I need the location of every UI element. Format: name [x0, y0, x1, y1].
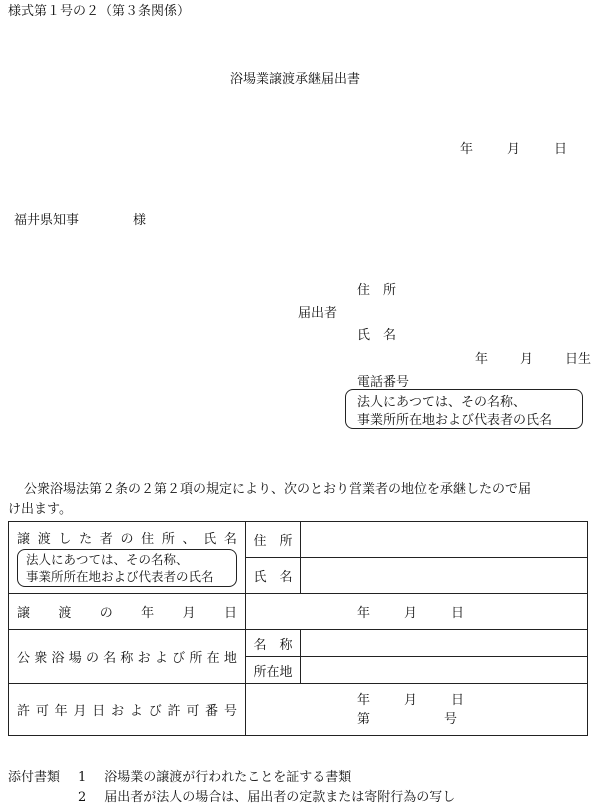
form-id: 様式第１号の２（第３条関係） — [8, 4, 191, 19]
bath-label-char: 名 — [103, 651, 117, 666]
transferor-label-char: 氏 — [203, 532, 217, 547]
bath-label-char: 場 — [68, 651, 82, 666]
transfer-year: 年 — [357, 606, 371, 621]
bath-label-char: 称 — [120, 651, 134, 666]
corp-note-line-2: 事業所所在地および代表者の氏名 — [357, 413, 553, 428]
applicant-phone-label: 電話番号 — [357, 375, 410, 390]
transferor-label-char: 住 — [141, 532, 155, 547]
transferor-note-line-1: 法人にあつては、その名称、 — [26, 552, 189, 567]
applicant-role-label: 届出者 — [298, 306, 338, 321]
permit-label-char: 年 — [54, 704, 68, 719]
transferor-label-char: 渡 — [37, 532, 51, 547]
permit-label-char: び — [148, 704, 162, 719]
bath-label-char: 衆 — [34, 651, 48, 666]
permit-label — [9, 700, 245, 719]
attachment-item — [78, 766, 351, 785]
permit-year: 年 — [357, 692, 371, 708]
document-title: 浴場業譲渡承継届出書 — [230, 72, 361, 87]
transfer-day: 日 — [451, 606, 465, 621]
permit-label-char: 番 — [205, 704, 219, 719]
permit-label-char: 許 — [17, 704, 31, 719]
addressee-honorific: 様 — [133, 213, 147, 228]
transferor-address-field[interactable] — [301, 522, 588, 558]
attachment-num: 1 — [78, 770, 87, 785]
transferor-name-label: 氏 名 — [246, 558, 301, 594]
permit-label-char: 許 — [167, 704, 181, 719]
transfer-date-label-char: 年 — [141, 606, 155, 621]
bath-location-label: 所在地 — [246, 657, 301, 684]
permit-label-char: 可 — [35, 704, 49, 719]
transfer-date-label-char: の — [99, 606, 113, 621]
addressee-name: 福井県知事 — [14, 213, 80, 228]
transferor-name-field[interactable] — [301, 558, 588, 594]
date-day: 日 — [554, 142, 568, 157]
attachment-text: 浴場業の譲渡が行われたことを証する書類 — [104, 770, 352, 785]
transfer-month: 月 — [404, 606, 418, 621]
bath-label-char: よ — [154, 651, 168, 666]
transferor-note-bracket — [17, 549, 237, 587]
permit-month: 月 — [404, 692, 418, 708]
permit-label-char: お — [111, 704, 125, 719]
transfer-date-label — [9, 602, 245, 621]
attachment-num: 2 — [78, 790, 87, 805]
birth-year: 年 — [475, 352, 489, 367]
corp-note-line-1: 法人にあつては、その名称、 — [357, 395, 527, 410]
transferor-label-char: 名 — [223, 532, 237, 547]
bath-label-char: 公 — [17, 651, 31, 666]
body-text-line-2: け出ます。 — [8, 502, 72, 517]
permit-label-char: 日 — [92, 704, 106, 719]
birth-month: 月 — [520, 352, 534, 367]
bath-name-field[interactable] — [301, 630, 588, 657]
applicant-address-label: 住 所 — [357, 283, 397, 298]
transferor-label-char: 、 — [182, 532, 196, 547]
bath-label-char: 地 — [223, 651, 237, 666]
transferor-label-char: 所 — [161, 532, 175, 547]
bath-label-cell — [9, 630, 246, 684]
attachments-label: 添付書類 — [8, 770, 61, 785]
transferor-label-char: 譲 — [17, 532, 31, 547]
permit-field[interactable] — [246, 684, 588, 736]
submission-date — [460, 138, 567, 157]
date-year: 年 — [460, 142, 474, 157]
transferor-label-char: し — [58, 532, 72, 547]
transferor-address-label: 住 所 — [246, 522, 301, 558]
bath-label-char: 浴 — [51, 651, 65, 666]
bath-label — [9, 647, 245, 666]
transfer-date-field[interactable] — [246, 594, 588, 630]
bath-label-char: び — [172, 651, 186, 666]
transfer-date-label-char: 月 — [182, 606, 196, 621]
transferor-label-char: 者 — [99, 532, 113, 547]
bath-label-char: お — [137, 651, 151, 666]
permit-day: 日 — [451, 692, 465, 708]
date-month: 月 — [507, 142, 521, 157]
applicant-name-label: 氏 名 — [357, 328, 397, 343]
bath-location-field[interactable] — [301, 657, 588, 684]
transferor-label-char: た — [79, 532, 93, 547]
permit-label-char: 号 — [223, 704, 237, 719]
bath-name-label: 名 称 — [246, 630, 301, 657]
permit-label-char: 月 — [73, 704, 87, 719]
body-text-line-1: 公衆浴場法第２条の２第２項の規定により、次のとおり営業者の地位を承継したので届 — [24, 482, 532, 497]
bath-label-char: 在 — [206, 651, 220, 666]
transferor-label-cell — [9, 522, 246, 594]
transfer-date-label-char: 日 — [223, 606, 237, 621]
transfer-date-label-cell — [9, 594, 246, 630]
applicant-birthdate — [475, 348, 591, 367]
permit-no-suffix: 号 — [444, 711, 458, 727]
bath-label-char: の — [85, 651, 99, 666]
addressee — [14, 209, 146, 228]
transfer-date-label-char: 渡 — [58, 606, 72, 621]
bath-label-char: 所 — [189, 651, 203, 666]
permit-no-prefix: 第 — [357, 711, 371, 727]
birth-day: 日生 — [565, 352, 592, 367]
attachment-item — [78, 786, 455, 805]
transferor-note-line-2: 事業所所在地および代表者の氏名 — [26, 569, 214, 584]
permit-label-char: よ — [129, 704, 143, 719]
attachment-text: 届出者が法人の場合は、届出者の定款または寄附行為の写し — [104, 790, 456, 805]
permit-label-char: 可 — [186, 704, 200, 719]
transfer-date-label-char: 譲 — [17, 606, 31, 621]
permit-label-cell — [9, 684, 246, 736]
transferor-label-char: の — [120, 532, 134, 547]
transfer-form-table — [8, 521, 588, 736]
transferor-label — [17, 528, 237, 547]
